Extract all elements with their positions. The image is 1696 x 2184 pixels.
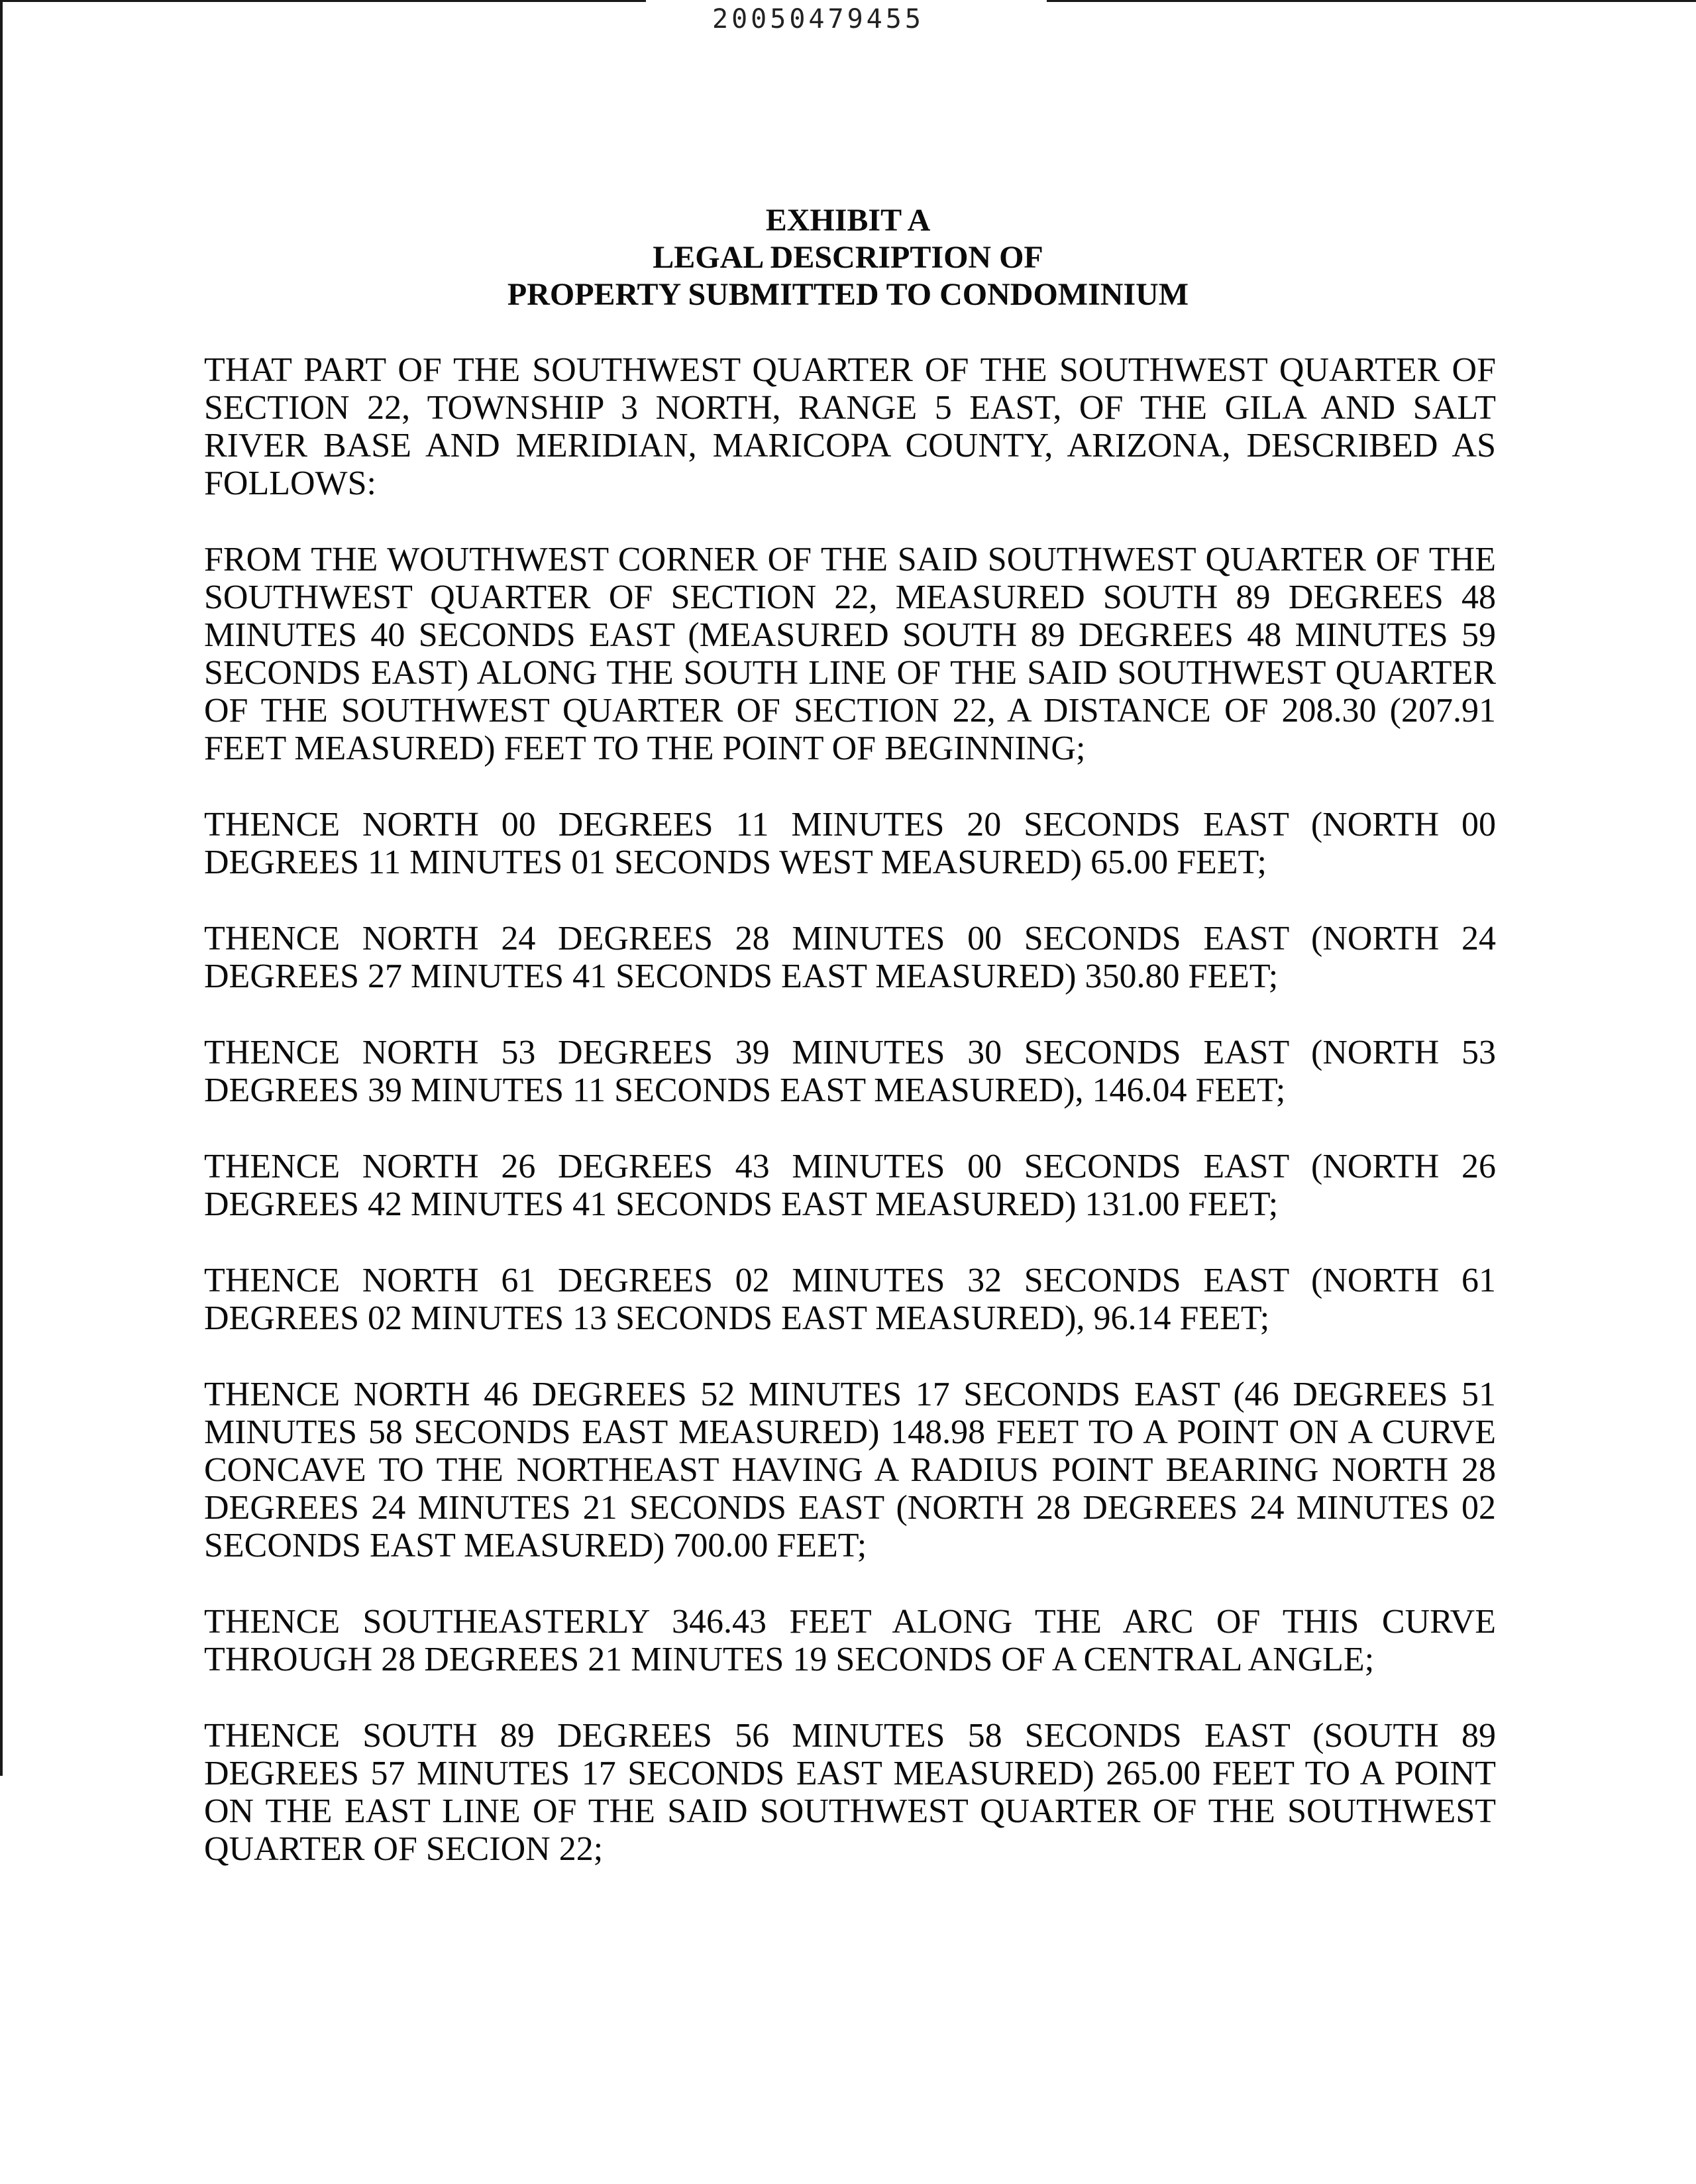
document-heading [0, 202, 1696, 313]
legal-description-title: LEGAL DESCRIPTION OF [653, 240, 1043, 275]
scan-line-top-right [1047, 0, 1696, 2]
paragraph-course-4: THENCE NORTH 26 DEGREES 43 MINUTES 00 SECONDS EAST (NORTH 26 DEGREES 42 MINUTES 41 SECONDS EAST MEASURED) 131.00 FEET; [204, 1148, 1496, 1223]
recording-number: 20050479455 [712, 4, 924, 34]
paragraph-point-of-beginning: FROM THE WOUTHWEST CORNER OF THE SAID SOUTHWEST QUARTER OF THE SOUTHWEST QUARTER OF SECTION 22, MEASURED SOUTH 89 DEGREES 48 MINUTES 40 SECONDS EAST (MEASURED SOUTH 89 DEGREES 48 MINUTES 59 SECONDS EAST) ALONG THE SOUTH LINE OF THE SAID SOUTHWEST QUARTER OF THE SOUTHWEST QUARTER OF SECTION 22, A DISTANCE OF 208.30 (207.91 FEET MEASURED) FEET TO THE POINT OF BEGINNING; [204, 541, 1496, 767]
paragraph-course-5: THENCE NORTH 61 DEGREES 02 MINUTES 32 SECONDS EAST (NORTH 61 DEGREES 02 MINUTES 13 SECONDS EAST MEASURED), 96.14 FEET; [204, 1262, 1496, 1337]
exhibit-title: EXHIBIT A [765, 203, 931, 238]
property-title: PROPERTY SUBMITTED TO CONDOMINIUM [507, 277, 1189, 312]
paragraph-course-7: THENCE SOUTHEASTERLY 346.43 FEET ALONG THE ARC OF THIS CURVE THROUGH 28 DEGREES 21 MINUTES 19 SECONDS OF A CENTRAL ANGLE; [204, 1603, 1496, 1678]
paragraph-course-2: THENCE NORTH 24 DEGREES 28 MINUTES 00 SECONDS EAST (NORTH 24 DEGREES 27 MINUTES 41 SECONDS EAST MEASURED) 350.80 FEET; [204, 920, 1496, 995]
paragraph-intro: THAT PART OF THE SOUTHWEST QUARTER OF THE SOUTHWEST QUARTER OF SECTION 22, TOWNSHIP 3 NORTH, RANGE 5 EAST, OF THE GILA AND SALT RIVER BASE AND MERIDIAN, MARICOPA COUNTY, ARIZONA, DESCRIBED AS FOLLOWS: [204, 351, 1496, 502]
paragraph-course-1: THENCE NORTH 00 DEGREES 11 MINUTES 20 SECONDS EAST (NORTH 00 DEGREES 11 MINUTES 01 SECONDS WEST MEASURED) 65.00 FEET; [204, 806, 1496, 881]
document-body [204, 351, 1496, 1906]
paragraph-course-6: THENCE NORTH 46 DEGREES 52 MINUTES 17 SECONDS EAST (46 DEGREES 51 MINUTES 58 SECONDS EAST MEASURED) 148.98 FEET TO A POINT ON A CURVE CONCAVE TO THE NORTHEAST HAVING A RADIUS POINT BEARING NORTH 28 DEGREES 24 MINUTES 21 SECONDS EAST (NORTH 28 DEGREES 24 MINUTES 02 SECONDS EAST MEASURED) 700.00 FEET; [204, 1376, 1496, 1564]
paragraph-course-8: THENCE SOUTH 89 DEGREES 56 MINUTES 58 SECONDS EAST (SOUTH 89 DEGREES 57 MINUTES 17 SECONDS EAST MEASURED) 265.00 FEET TO A POINT ON THE EAST LINE OF THE SAID SOUTHWEST QUARTER OF THE SOUTHWEST QUARTER OF SECION 22; [204, 1717, 1496, 1868]
paragraph-course-3: THENCE NORTH 53 DEGREES 39 MINUTES 30 SECONDS EAST (NORTH 53 DEGREES 39 MINUTES 11 SECONDS EAST MEASURED), 146.04 FEET; [204, 1034, 1496, 1109]
scan-line-top-left [0, 0, 646, 2]
